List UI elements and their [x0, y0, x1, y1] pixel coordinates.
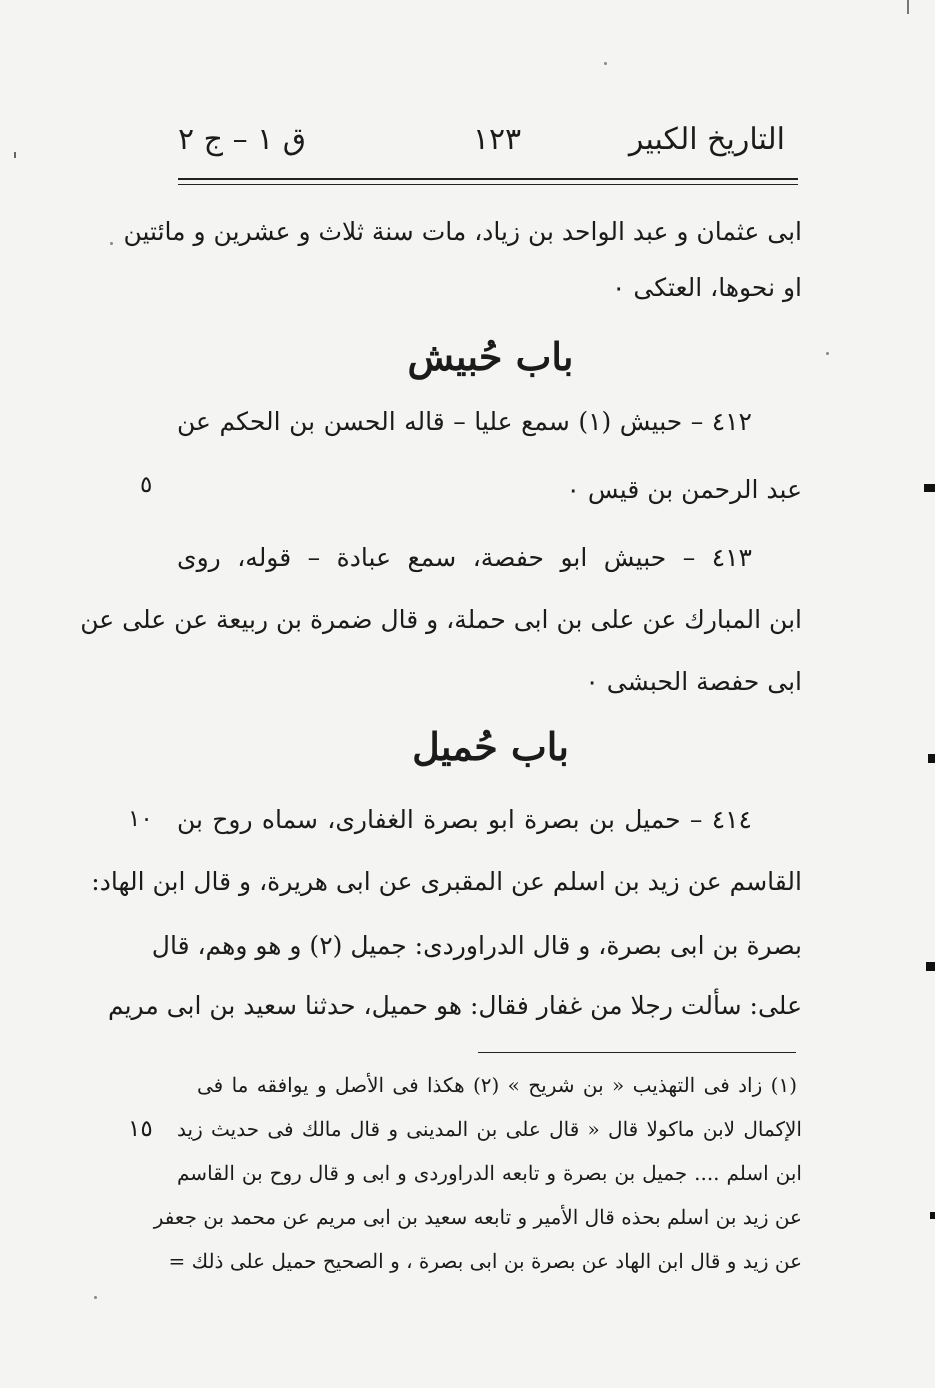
line-number: ١٠	[128, 806, 153, 832]
line-number: ١٥	[128, 1116, 153, 1142]
running-title: التاريخ الكبير	[628, 122, 785, 157]
footnote-line: ابن اسلم .... جميل بن بصرة و تابعه الدراوردى و ابى و قال روح بن القاسم	[177, 1161, 802, 1185]
entry-line: القاسم عن زيد بن اسلم عن المقبرى عن ابى هريرة، و قال ابن الهاد:	[91, 867, 802, 896]
page-number: ١٢٣	[472, 122, 522, 157]
section-heading: باب حُبيش	[407, 334, 574, 379]
entry-line: ٤١٣ – حبيش ابو حفصة، سمع عبادة – قوله، روى	[177, 543, 752, 572]
scan-mark	[907, 0, 909, 14]
text-line: ابى عثمان و عبد الواحد بن زياد، مات سنة ثلاث و عشرين و مائتين	[123, 217, 802, 246]
header-rule-thin	[178, 184, 798, 185]
footnote-line: عن زيد و قال ابن الهاد عن بصرة بن ابى بصرة ، و الصحيح حميل على ذلك =	[168, 1249, 802, 1273]
entry-line: عبد الرحمن بن قيس ٠	[566, 475, 802, 504]
entry-line: ابن المبارك عن على بن ابى حملة، و قال ضمرة بن ربيعة عن على عن	[80, 605, 802, 634]
scan-mark	[14, 152, 16, 158]
line-number: ٥	[140, 472, 153, 498]
header-rule	[178, 178, 798, 180]
footnote-line: عن زيد بن اسلم بحذه قال الأمير و تابعه سعيد بن ابى مريم عن محمد بن جعفر	[153, 1205, 802, 1229]
entry-line: ابى حفصة الحبشى ٠	[585, 667, 802, 696]
scan-mark	[924, 484, 935, 492]
footnote-line: الإكمال لابن ماكولا قال « قال على بن المدينى و قال مالك فى حديث زيد	[177, 1117, 802, 1141]
entry-line: بصرة بن ابى بصرة، و قال الدراوردى: جميل (٢) و هو وهم، قال	[151, 931, 802, 960]
entry-line: على: سألت رجلا من غفار فقال: هو حميل، حدثنا سعيد بن ابى مريم	[107, 991, 802, 1020]
scan-speck	[604, 62, 607, 65]
footnote-rule	[478, 1052, 796, 1053]
scan-mark	[926, 962, 935, 971]
scan-speck	[826, 352, 829, 355]
scan-mark	[930, 1212, 935, 1219]
scan-mark	[928, 754, 935, 763]
entry-line: ٤١٤ – حميل بن بصرة ابو بصرة الغفارى، سماه روح بن	[177, 805, 752, 834]
text-line: او نحوها، العتكى ٠	[612, 273, 802, 302]
footnote-line: (١) زاد فى التهذيب « بن شريح » (٢) هكذا فى الأصل و يوافقه ما فى	[197, 1073, 797, 1097]
scan-speck	[94, 1296, 97, 1299]
entry-line: ٤١٢ – حبيش (١) سمع عليا – قاله الحسن بن الحكم عن	[177, 407, 752, 436]
section-heading: باب حُميل	[412, 724, 569, 769]
volume-part-label: ق ١ – ج ٢	[178, 122, 307, 157]
scan-speck	[110, 242, 113, 245]
